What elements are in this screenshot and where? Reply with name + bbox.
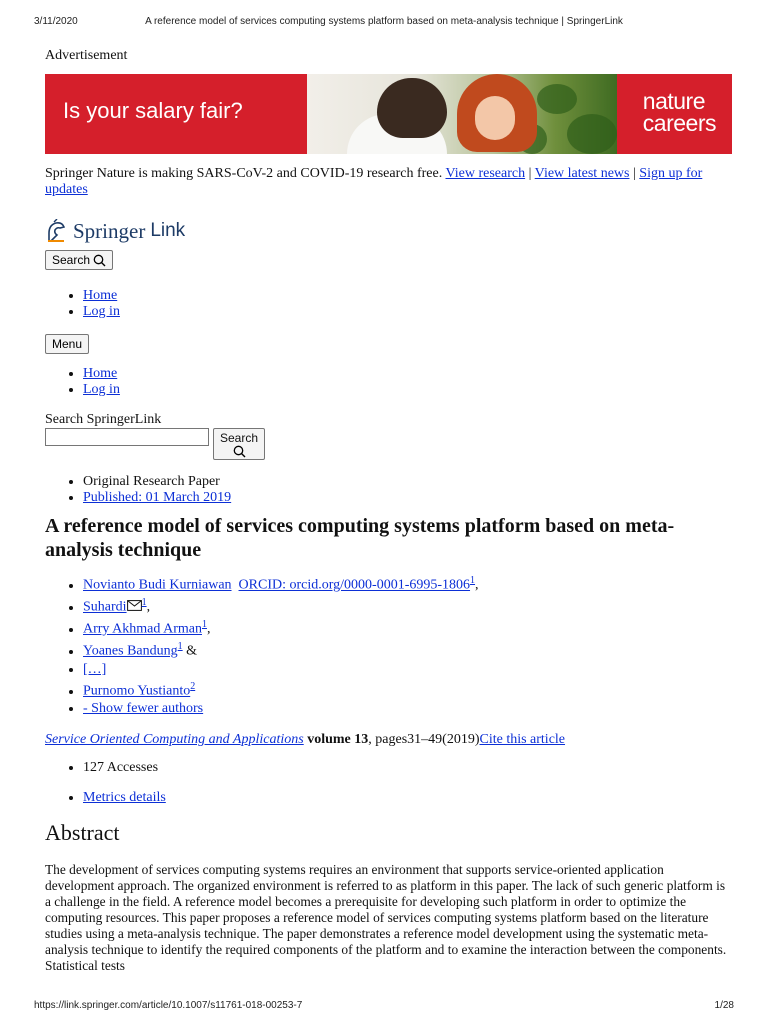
show-fewer-authors-link[interactable]: - Show fewer authors	[83, 701, 204, 717]
nav-list-secondary	[45, 366, 735, 398]
abstract-text: The development of services computing systems requires an environment that supports service-oriented application development approach. The organized environment is referred to as platform in this paper. The lack of such generic platform is a challenge in the field. A reference model becomes a prerequisite for developing such platform in order to optimize the computing resources. This paper proposes a reference model of services computing systems platform based on the literature studies using a meta-analysis technique. The paper demonstrates a reference model development using the systematic meta-analysis technique to identify the required components of the platform and to examine the interaction between the components. Statistical tests	[45, 861, 727, 973]
author-item	[83, 572, 735, 594]
journal-link[interactable]: Service Oriented Computing and Applications	[45, 731, 304, 747]
covid-notice	[45, 166, 735, 198]
nav-item	[83, 366, 735, 382]
author-item	[83, 678, 735, 700]
author-separator: &	[186, 644, 198, 660]
print-footer	[34, 1000, 734, 1014]
nav-login-link[interactable]: Log in	[83, 304, 120, 319]
print-page-number: 1/28	[714, 1000, 734, 1011]
metrics-item	[83, 790, 735, 806]
nav-home-link[interactable]: Home	[83, 288, 118, 303]
springerlink-logo[interactable]	[45, 218, 735, 244]
accesses-count: • 127 Accesses	[83, 760, 735, 776]
author-separator: ,	[206, 621, 211, 637]
header-search-button[interactable]	[45, 250, 113, 270]
ad-banner[interactable]	[45, 74, 732, 154]
nav-list-primary	[45, 288, 735, 320]
ad-headline: Is your salary fair?	[63, 98, 243, 123]
author-item	[83, 616, 735, 638]
nav-item	[83, 288, 735, 304]
author-link[interactable]: Arry Akhmad Arman	[83, 621, 202, 637]
published-date-link[interactable]: Published: 01 March 2019	[83, 490, 232, 505]
menu-button[interactable]: Menu	[45, 334, 89, 354]
journal-volume: volume 13	[307, 731, 369, 747]
ad-photo	[307, 74, 617, 154]
nav-login-link-2[interactable]: Log in	[83, 382, 120, 397]
affiliation-ref[interactable]: 1	[177, 641, 183, 653]
brand-line1: nature	[642, 88, 706, 114]
page-content	[45, 48, 735, 974]
article-title: A reference model of services computing systems platform based on meta-analysis technique	[45, 515, 675, 561]
notice-text: Springer Nature is making SARS-CoV-2 and COVID-19 research free.	[45, 166, 443, 181]
orcid-link[interactable]: ORCID: orcid.org/0000-0001-6995-1806	[238, 577, 471, 593]
article-meta-list	[45, 474, 735, 506]
metrics-details-list	[45, 790, 735, 806]
search-label: Search SpringerLink	[45, 412, 162, 427]
search-submit-label: Search	[219, 431, 259, 445]
journal-citation	[45, 732, 735, 748]
author-link[interactable]: Purnomo Yustianto	[83, 683, 191, 699]
view-research-link[interactable]: View research	[445, 166, 526, 181]
author-separator: ,	[475, 577, 479, 593]
print-title: A reference model of services computing systems platform based on meta-analysis technique | SpringerLink	[145, 16, 623, 27]
author-item	[83, 661, 735, 679]
published-item	[83, 490, 735, 506]
nav-home-link-2[interactable]: Home	[83, 366, 118, 381]
notice-separator: |	[528, 166, 532, 181]
journal-pages: , pages31–49(2019)	[368, 731, 480, 747]
header-search-label: Search	[52, 253, 91, 267]
author-item	[83, 638, 735, 660]
affiliation-ref[interactable]: 2	[190, 681, 196, 693]
search-submit-button[interactable]	[213, 428, 265, 460]
search-icon	[233, 445, 246, 458]
abstract-heading: Abstract	[45, 819, 120, 845]
author-link[interactable]: Yoanes Bandung	[83, 644, 178, 660]
nav-item	[83, 304, 735, 320]
author-list	[45, 572, 735, 718]
affiliation-ref[interactable]: 1	[141, 597, 147, 609]
print-header	[34, 16, 734, 30]
author-item	[83, 700, 735, 718]
author-link[interactable]: Suhardi	[83, 599, 127, 615]
print-date: 3/11/2020	[34, 16, 78, 27]
author-link[interactable]: Novianto Budi Kurniawan	[83, 577, 232, 593]
envelope-icon[interactable]	[127, 600, 142, 611]
view-latest-news-link[interactable]: View latest news	[534, 166, 630, 181]
logo-word-springer: Springer	[73, 218, 146, 243]
metrics-list	[45, 760, 735, 776]
springer-horse-icon	[45, 219, 67, 243]
print-url: https://link.springer.com/article/10.1007/s11761-018-00253-7	[34, 1000, 303, 1011]
advertisement-label: Advertisement	[45, 48, 128, 63]
nature-careers-logo	[643, 90, 716, 134]
author-separator: ,	[146, 599, 151, 615]
nav-item	[83, 382, 735, 398]
show-more-authors-link[interactable]: […]	[83, 661, 107, 677]
author-item	[83, 594, 735, 616]
search-form	[45, 428, 735, 460]
affiliation-ref[interactable]: 1	[201, 619, 207, 631]
affiliation-ref[interactable]: 1	[470, 575, 476, 586]
article-type: • Original Research Paper	[83, 474, 735, 490]
search-icon	[93, 254, 106, 267]
metrics-details-link[interactable]: Metrics details	[83, 789, 166, 805]
logo-word-link: Link	[150, 220, 186, 241]
notice-separator: |	[632, 166, 636, 181]
brand-line2: careers	[642, 110, 716, 136]
cite-this-article-link[interactable]: Cite this article	[479, 731, 566, 747]
search-input[interactable]	[45, 428, 209, 446]
sign-up-link[interactable]: Sign up for updates	[45, 166, 703, 197]
